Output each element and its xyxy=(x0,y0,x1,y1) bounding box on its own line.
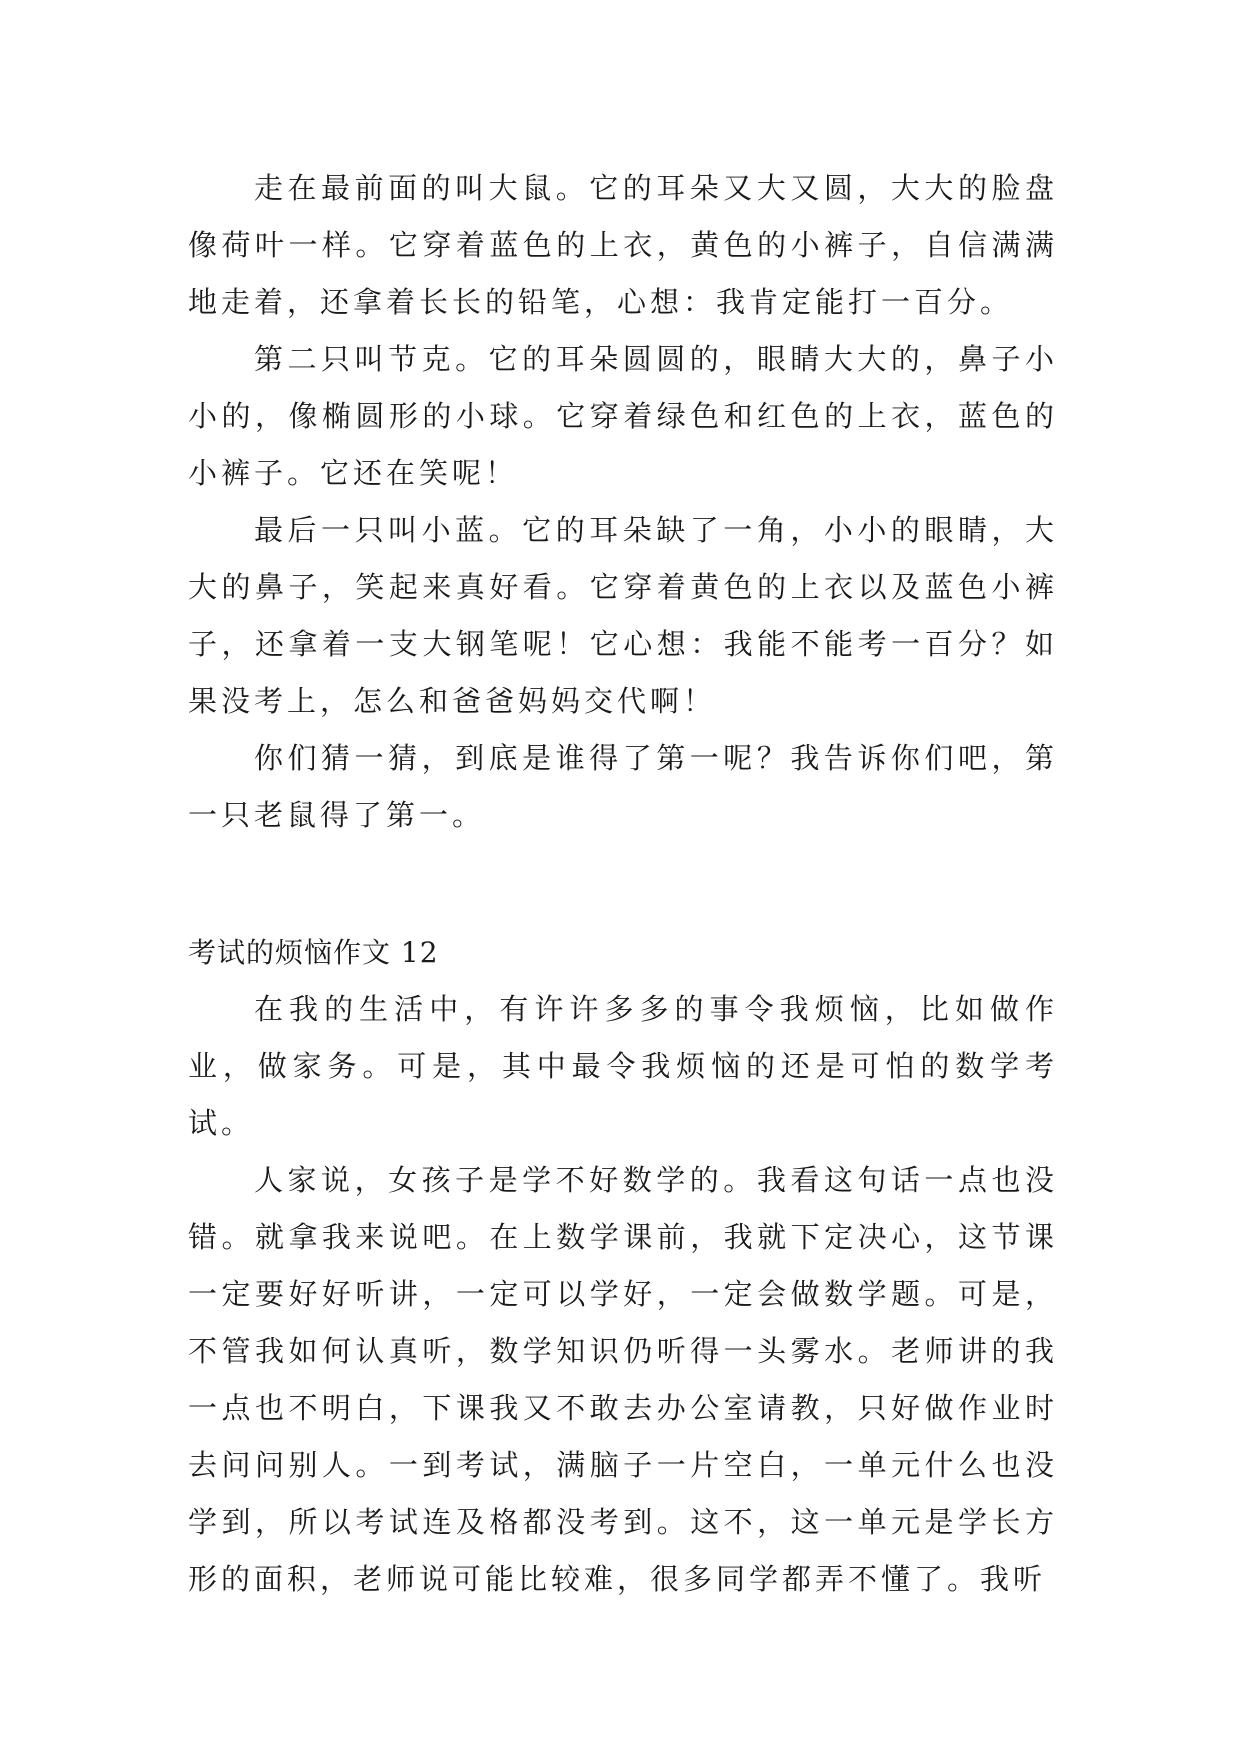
paragraph: 走在最前面的叫大鼠。它的耳朵又大又圆，大大的脸盘像荷叶一样。它穿着蓝色的上衣，黄色的小裤子，自信满满地走着，还拿着长长的铅笔，心想：我肯定能打一百分。 xyxy=(188,171,1058,319)
paragraph: 你们猜一猜，到底是谁得了第一呢？我告诉你们吧，第一只老鼠得了第一。 xyxy=(188,741,1058,832)
essay-section xyxy=(188,924,1058,1608)
essay-title: 考试的烦恼作文 12 xyxy=(188,936,439,969)
paragraph: 在我的生活中，有许许多多的事令我烦恼，比如做作业，做家务。可是，其中最令我烦恼的还是可怕的数学考试。 xyxy=(188,992,1058,1140)
document-page xyxy=(188,160,1058,1608)
section-gap xyxy=(188,844,1058,924)
paragraph: 第二只叫节克。它的耳朵圆圆的，眼睛大大的，鼻子小小的，像椭圆形的小球。它穿着绿色和红色的上衣，蓝色的小裤子。它还在笑呢！ xyxy=(188,342,1058,490)
paragraph: 人家说，女孩子是学不好数学的。我看这句话一点也没错。就拿我来说吧。在上数学课前，我就下定决心，这节课一定要好好听讲，一定可以学好，一定会做数学题。可是，不管我如何认真听，数学知识仍听得一头雾水。老师讲的我一点也不明白，下课我又不敢去办公室请教，只好做作业时去问问别人。一到考试，满脑子一片空白，一单元什么也没学到，所以考试连及格都没考到。这不，这一单元是学长方形的面积，老师说可能比较难，很多同学都弄不懂了。我听 xyxy=(188,1163,1058,1596)
paragraph: 最后一只叫小蓝。它的耳朵缺了一角，小小的眼睛，大大的鼻子，笑起来真好看。它穿着黄色的上衣以及蓝色小裤子，还拿着一支大钢笔呢！它心想：我能不能考一百分？如果没考上，怎么和爸爸妈妈交代啊！ xyxy=(188,513,1058,718)
story-section xyxy=(188,160,1058,844)
